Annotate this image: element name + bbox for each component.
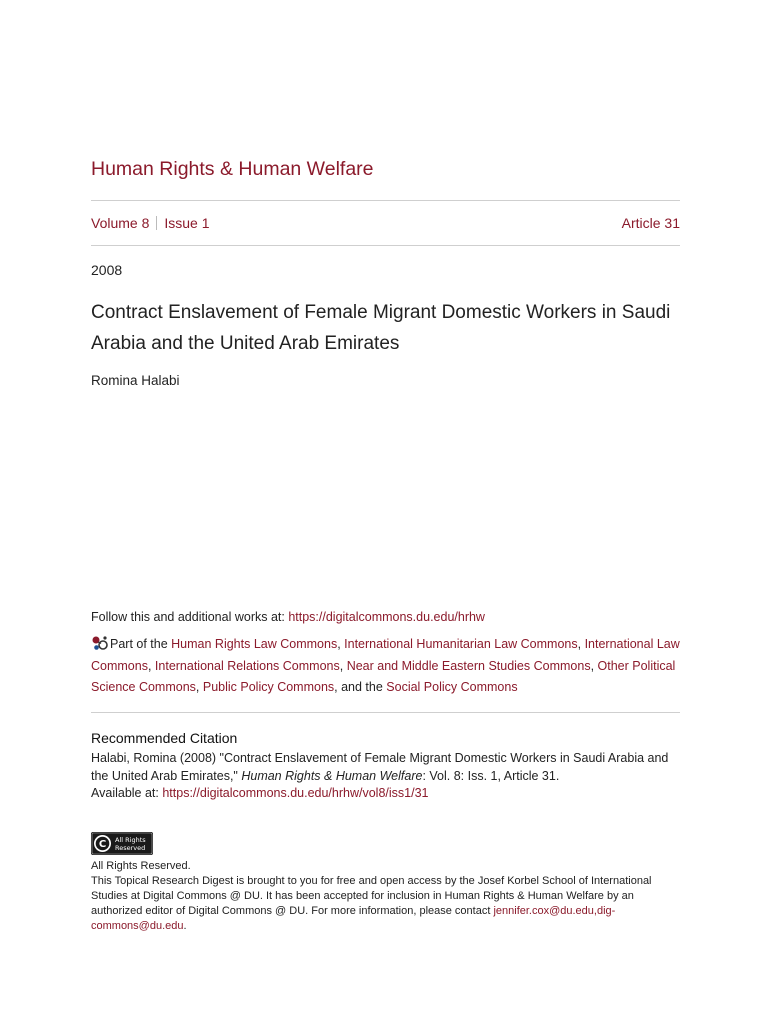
citation-journal: Human Rights & Human Welfare <box>241 768 423 783</box>
commons-link[interactable]: Near and Middle Eastern Studies Commons <box>346 658 591 673</box>
commons-link[interactable]: Public Policy Commons <box>202 680 335 694</box>
citation-part: : Vol. 8: Iss. 1, Article 31. <box>422 768 560 783</box>
volume-link[interactable]: Volume 8 <box>91 215 150 231</box>
commons-link[interactable]: Social Policy Commons <box>386 680 518 694</box>
divider <box>91 712 680 713</box>
issue-link[interactable]: Issue 1 <box>164 215 210 231</box>
follow-label: Follow this and additional works at: <box>91 610 289 624</box>
all-rights-reserved-badge[interactable] <box>91 832 153 855</box>
citation-url[interactable]: https://digitalcommons.du.edu/hrhw/vol8/iss1/31 <box>162 786 429 800</box>
comma: , <box>590 658 598 673</box>
citation-part: Halabi, Romina (2008) "Contract Enslavement of Female Migrant Domestic Workers in Saudi Arabia and the United Arab Emirates," <box>91 751 669 783</box>
rights-line: All Rights Reserved. <box>91 860 191 872</box>
comma: , <box>195 680 203 694</box>
volume-row <box>91 215 680 231</box>
commons-link[interactable]: International Humanitarian Law Commons <box>344 637 578 651</box>
and-text: , and the <box>334 680 387 694</box>
divider <box>91 245 680 246</box>
period: . <box>183 920 187 932</box>
network-icon <box>91 635 109 651</box>
divider <box>91 200 680 201</box>
commons-link[interactable]: Human Rights Law Commons <box>171 637 338 651</box>
commons-link[interactable]: International Law Commons <box>91 637 680 673</box>
separator <box>156 216 157 230</box>
commons-link[interactable]: Other Political Science Commons <box>91 658 676 694</box>
badge-text: All Rights <box>115 836 146 844</box>
digest-text: This Topical Research Digest is brought to you for free and open access by the Josef Korbel School of International Studies at Digital Commons @ DU. It has been accepted for inclusion in Human Rights & Human Welfare by an authorized editor of Digital Commons @ DU. For more information, please contact <box>91 875 652 917</box>
commons-link[interactable]: International Relations Commons <box>154 658 340 673</box>
journal-title[interactable]: Human Rights & Human Welfare <box>91 158 374 180</box>
follow-line <box>91 610 485 624</box>
contact-email[interactable]: jennifer.cox@du.edu,dig-commons@du.edu <box>91 905 616 932</box>
collection-link[interactable]: https://digitalcommons.du.edu/hrhw <box>288 610 485 624</box>
citation-heading: Recommended Citation <box>91 730 238 746</box>
citation-text <box>91 750 680 803</box>
article-title: Contract Enslavement of Female Migrant Domestic Workers in Saudi Arabia and the United Arab Emirates <box>91 302 671 354</box>
badge-text: Reserved <box>115 844 146 852</box>
comma: , <box>147 658 155 673</box>
publication-year: 2008 <box>91 262 123 278</box>
comma: , <box>337 637 345 651</box>
available-label: Available at: <box>91 786 163 800</box>
article-number[interactable]: Article 31 <box>621 215 680 231</box>
comma: , <box>339 658 347 673</box>
copyright-icon: C <box>98 839 107 850</box>
comma: , <box>577 637 585 651</box>
part-of-commons <box>91 634 680 699</box>
part-of-prefix: Part of the <box>110 637 172 651</box>
rights-statement <box>91 859 680 934</box>
author-name: Romina Halabi <box>91 373 180 388</box>
